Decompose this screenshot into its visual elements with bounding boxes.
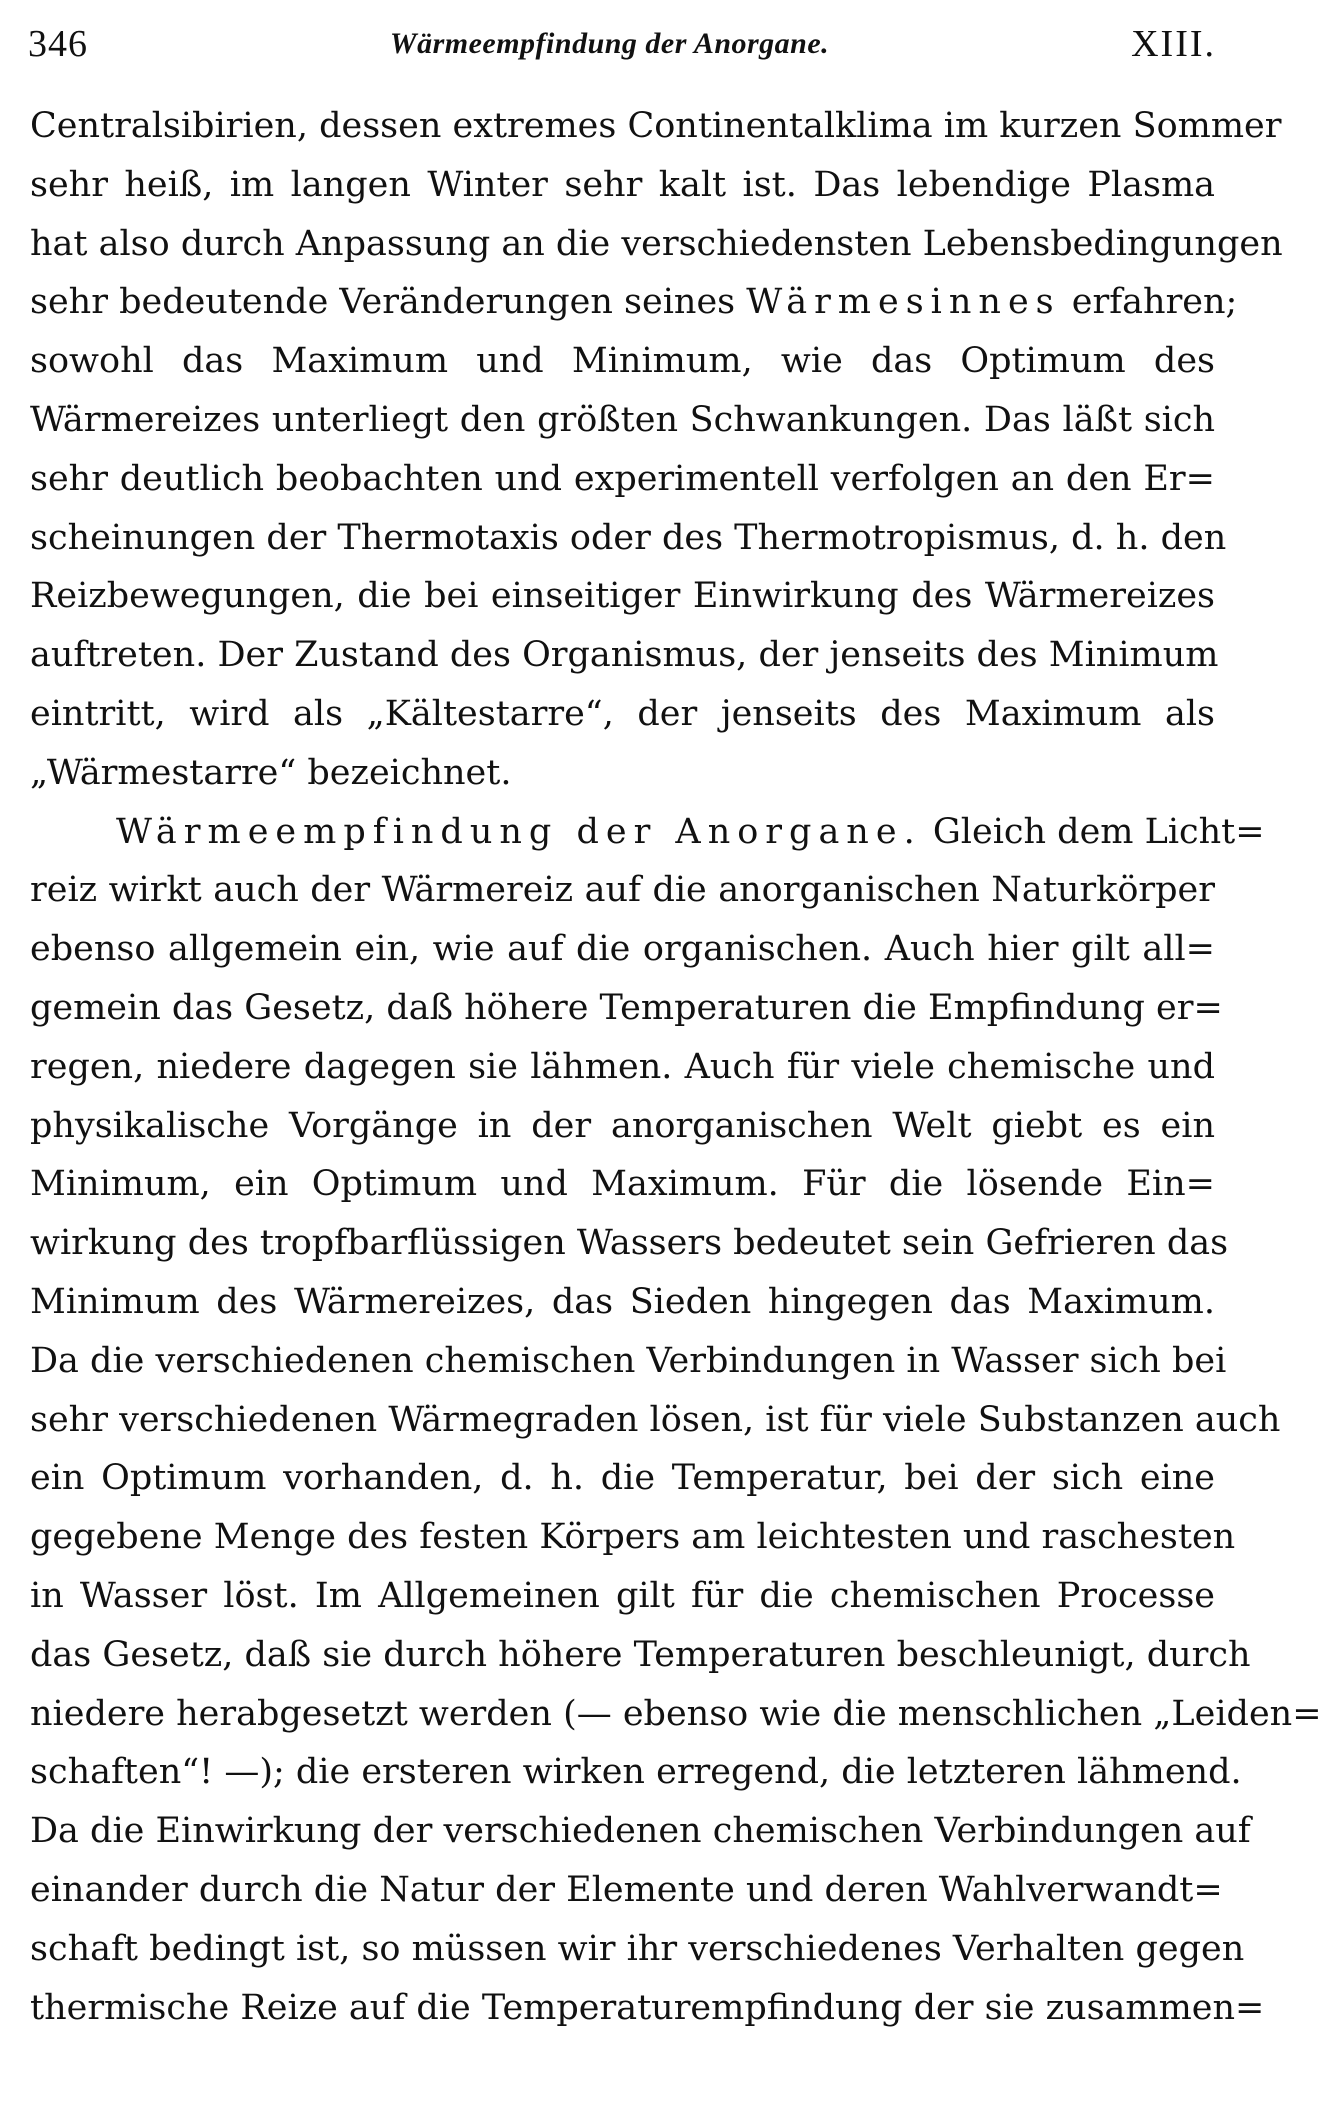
text-line: Reizbewegungen, die bei einseitiger Einwirkung des Wärmereizes [30,576,1215,617]
text-line: „Wärmestarre“ bezeichnet. [30,752,512,793]
page-number: 346 [28,23,88,65]
text-line: scheinungen der Thermotaxis oder des Thermotropismus, d. h. den [30,517,1227,558]
text-line: das Gesetz, daß sie durch höhere Temperaturen beschleunigt, durch [30,1634,1251,1675]
text-line: einander durch die Natur der Elemente und deren Wahlverwandt= [30,1869,1223,1910]
text-line: niedere herabgesetzt werden (— ebenso wie die menschlichen „Leiden= [30,1693,1322,1734]
text-line: sowohl das Maximum und Minimum, wie das Optimum des [30,341,1215,382]
text-line: sehr deutlich beobachten und experimentell verfolgen an den Er= [30,458,1215,499]
text-line: regen, niedere dagegen sie lähmen. Auch für viele chemische und [30,1046,1215,1087]
chapter-number: XIII. [1131,23,1216,65]
text-line: thermische Reize auf die Temperaturempfindung der sie zusammen= [30,1987,1265,2028]
text-line: Da die Einwirkung der verschiedenen chemischen Verbindungen auf [30,1811,1251,1852]
text-line: Centralsibirien, dessen extremes Continentalklima im kurzen Sommer [30,106,1282,146]
text-segment: sehr bedeutende Veränderungen seines [30,282,736,323]
text-line: schaft bedingt ist, so müssen wir ihr verschiedenes Verhalten gegen [30,1928,1245,1969]
text-line: gegebene Menge des festen Körpers am leichtesten und raschesten [30,1517,1236,1558]
text-line: ebenso allgemein ein, wie auf die organischen. Auch hier gilt all= [30,929,1215,970]
text-line: ein Optimum vorhanden, d. h. die Temperatur, bei der sich eine [30,1458,1215,1499]
text-line: reiz wirkt auch der Wärmereiz auf die anorganischen Naturkörper [30,870,1215,911]
text-segment: Gleich dem Licht= [932,811,1265,852]
text-line: schaften“! —); die ersteren wirken erregend, die letzteren lähmend. [30,1752,1242,1793]
text-line: wirkung des tropfbarflüssigen Wassers bedeutet sein Gefrieren das [30,1223,1229,1264]
text-line: Minimum, ein Optimum und Maximum. Für die lösende Ein= [30,1164,1215,1205]
text-line [30,273,1238,332]
text-line: in Wasser löst. Im Allgemeinen gilt für die chemischen Processe [30,1575,1215,1616]
text-line: Minimum des Wärmereizes, das Sieden hingegen das Maximum. [30,1281,1215,1322]
text-line: physikalische Vorgänge in der anorganischen Welt giebt es ein [30,1105,1215,1146]
text-line: eintritt, wird als „Kältestarre“, der jenseits des Maximum als [30,693,1215,734]
text-line: gemein das Gesetz, daß höhere Temperaturen die Empfindung er= [30,987,1223,1028]
text-line: Da die verschiedenen chemischen Verbindungen in Wasser sich bei [30,1340,1227,1381]
text-line: auftreten. Der Zustand des Organismus, der jenseits des Minimum [30,635,1219,676]
body-text [30,97,1322,2037]
running-title: Wärmeempfindung der Anorgane. [389,27,830,60]
text-line: Wärmereizes unterliegt den größten Schwankungen. Das läßt sich [30,399,1215,440]
text-segment: erfahren; [1071,282,1238,323]
running-head [28,14,1216,74]
text-line: sehr verschiedenen Wärmegraden lösen, ist für viele Substanzen auch [30,1399,1281,1440]
emphasized-term: Wärmesinnes [746,282,1061,323]
text-line: sehr heiß, im langen Winter sehr kalt ist. Das lebendige Plasma [30,164,1215,205]
section-heading: Wärmeempfindung der Anorgane. [116,811,922,852]
text-line: hat also durch Anpassung an die verschiedensten Lebensbedingungen [30,223,1283,264]
text-line [30,803,1265,862]
